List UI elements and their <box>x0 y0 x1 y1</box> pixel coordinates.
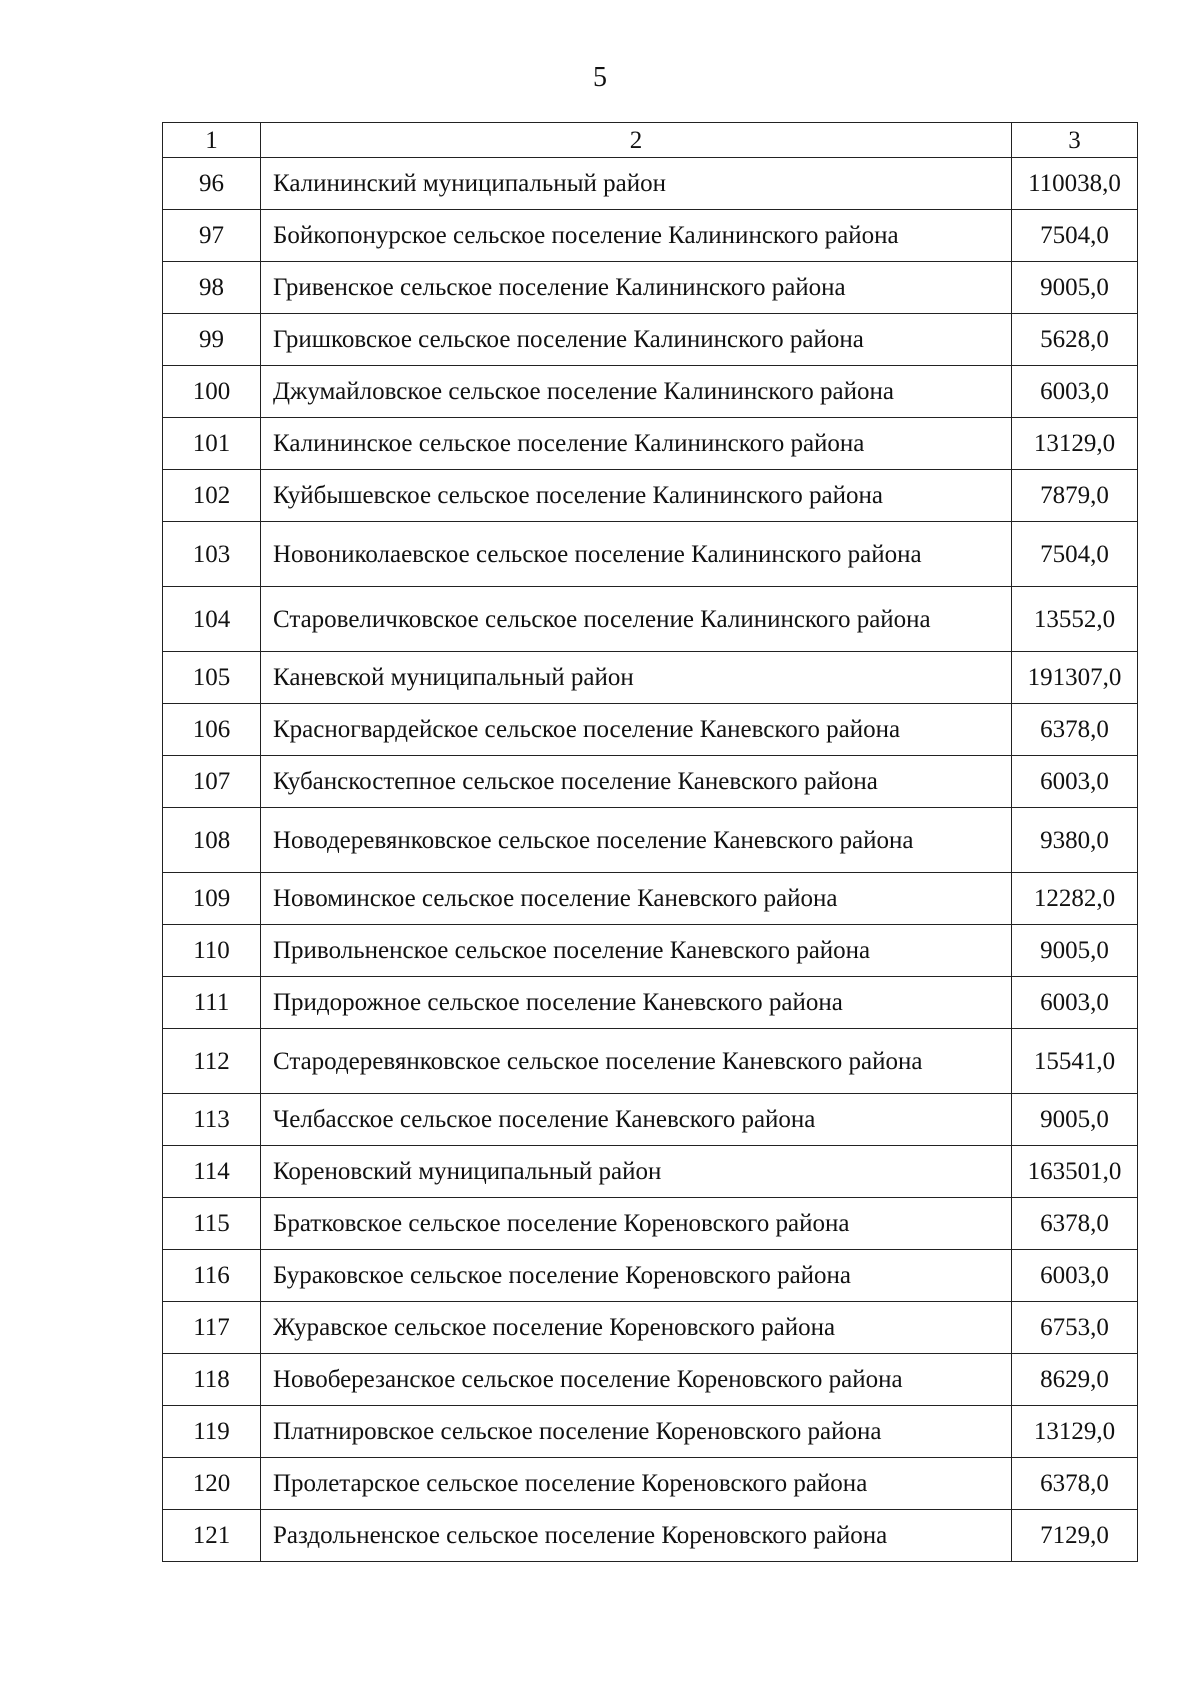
amount-value: 6753,0 <box>1012 1302 1138 1354</box>
settlement-name: Джумайловское сельское поселение Калининского района <box>261 366 1012 418</box>
table-row <box>163 756 1138 808</box>
row-number: 116 <box>163 1250 261 1302</box>
row-number: 100 <box>163 366 261 418</box>
settlement-name: Гришковское сельское поселение Калининского района <box>261 314 1012 366</box>
table-row <box>163 808 1138 873</box>
table-header-row <box>163 123 1138 158</box>
row-number: 101 <box>163 418 261 470</box>
settlement-name: Гривенское сельское поселение Калининского района <box>261 262 1012 314</box>
settlement-name: Калининский муниципальный район <box>261 158 1012 210</box>
settlement-name: Кубанскостепное сельское поселение Каневского района <box>261 756 1012 808</box>
row-number: 107 <box>163 756 261 808</box>
amount-value: 191307,0 <box>1012 652 1138 704</box>
amount-value: 15541,0 <box>1012 1029 1138 1094</box>
settlement-name: Новодеревянковское сельское поселение Каневского района <box>261 808 1012 873</box>
settlement-name: Каневской муниципальный район <box>261 652 1012 704</box>
amount-value: 9380,0 <box>1012 808 1138 873</box>
row-number: 99 <box>163 314 261 366</box>
table-row <box>163 418 1138 470</box>
table-row <box>163 470 1138 522</box>
row-number: 113 <box>163 1094 261 1146</box>
amount-value: 6003,0 <box>1012 977 1138 1029</box>
amount-value: 7504,0 <box>1012 522 1138 587</box>
settlement-name: Стародеревянковское сельское поселение Каневского района <box>261 1029 1012 1094</box>
table-row <box>163 1406 1138 1458</box>
settlement-name: Журавское сельское поселение Кореновского района <box>261 1302 1012 1354</box>
column-header-3: 3 <box>1012 123 1138 158</box>
settlement-name: Красногвардейское сельское поселение Каневского района <box>261 704 1012 756</box>
amount-value: 6003,0 <box>1012 366 1138 418</box>
table-row <box>163 1029 1138 1094</box>
row-number: 97 <box>163 210 261 262</box>
settlement-name: Кореновский муниципальный район <box>261 1146 1012 1198</box>
table-row <box>163 704 1138 756</box>
row-number: 117 <box>163 1302 261 1354</box>
table-row <box>163 925 1138 977</box>
row-number: 121 <box>163 1510 261 1562</box>
table-row <box>163 977 1138 1029</box>
table-body <box>163 123 1138 1562</box>
table-row <box>163 652 1138 704</box>
amount-value: 13552,0 <box>1012 587 1138 652</box>
settlement-name: Новониколаевское сельское поселение Калининского района <box>261 522 1012 587</box>
amount-value: 7504,0 <box>1012 210 1138 262</box>
amount-value: 9005,0 <box>1012 262 1138 314</box>
amount-value: 6378,0 <box>1012 704 1138 756</box>
amount-value: 110038,0 <box>1012 158 1138 210</box>
amount-value: 163501,0 <box>1012 1146 1138 1198</box>
settlement-name: Привольненское сельское поселение Каневского района <box>261 925 1012 977</box>
settlement-name: Куйбышевское сельское поселение Калининского района <box>261 470 1012 522</box>
amount-value: 8629,0 <box>1012 1354 1138 1406</box>
row-number: 114 <box>163 1146 261 1198</box>
table-row <box>163 1354 1138 1406</box>
table-row <box>163 1198 1138 1250</box>
settlement-name: Новоберезанское сельское поселение Кореновского района <box>261 1354 1012 1406</box>
settlement-name: Пролетарское сельское поселение Кореновского района <box>261 1458 1012 1510</box>
column-header-1: 1 <box>163 123 261 158</box>
row-number: 109 <box>163 873 261 925</box>
settlement-name: Калининское сельское поселение Калининского района <box>261 418 1012 470</box>
table-row <box>163 1146 1138 1198</box>
table-row <box>163 873 1138 925</box>
page-number: 5 <box>593 62 607 93</box>
row-number: 103 <box>163 522 261 587</box>
amount-value: 12282,0 <box>1012 873 1138 925</box>
amount-value: 6378,0 <box>1012 1458 1138 1510</box>
column-header-2: 2 <box>261 123 1012 158</box>
table-row <box>163 1458 1138 1510</box>
amount-value: 7879,0 <box>1012 470 1138 522</box>
row-number: 118 <box>163 1354 261 1406</box>
settlement-name: Придорожное сельское поселение Каневского района <box>261 977 1012 1029</box>
settlements-table <box>162 122 1137 1562</box>
amount-value: 7129,0 <box>1012 1510 1138 1562</box>
amount-value: 6003,0 <box>1012 756 1138 808</box>
table-row <box>163 366 1138 418</box>
amount-value: 13129,0 <box>1012 418 1138 470</box>
row-number: 110 <box>163 925 261 977</box>
row-number: 106 <box>163 704 261 756</box>
table-row <box>163 1094 1138 1146</box>
amount-value: 13129,0 <box>1012 1406 1138 1458</box>
table-row <box>163 587 1138 652</box>
row-number: 104 <box>163 587 261 652</box>
settlement-name: Раздольненское сельское поселение Кореновского района <box>261 1510 1012 1562</box>
table-row <box>163 522 1138 587</box>
settlement-name: Новоминское сельское поселение Каневского района <box>261 873 1012 925</box>
row-number: 119 <box>163 1406 261 1458</box>
row-number: 115 <box>163 1198 261 1250</box>
row-number: 111 <box>163 977 261 1029</box>
settlement-name: Бойкопонурское сельское поселение Калининского района <box>261 210 1012 262</box>
row-number: 108 <box>163 808 261 873</box>
table-row <box>163 1510 1138 1562</box>
settlement-name: Платнировское сельское поселение Кореновского района <box>261 1406 1012 1458</box>
settlement-name: Старовеличковское сельское поселение Калининского района <box>261 587 1012 652</box>
table-row <box>163 314 1138 366</box>
table-row <box>163 210 1138 262</box>
amount-value: 6378,0 <box>1012 1198 1138 1250</box>
table-row <box>163 1302 1138 1354</box>
amount-value: 5628,0 <box>1012 314 1138 366</box>
row-number: 105 <box>163 652 261 704</box>
settlement-name: Братковское сельское поселение Кореновского района <box>261 1198 1012 1250</box>
data-table <box>162 122 1138 1562</box>
table-row <box>163 158 1138 210</box>
row-number: 102 <box>163 470 261 522</box>
settlement-name: Бураковское сельское поселение Кореновского района <box>261 1250 1012 1302</box>
row-number: 96 <box>163 158 261 210</box>
table-row <box>163 1250 1138 1302</box>
amount-value: 9005,0 <box>1012 925 1138 977</box>
settlement-name: Челбасское сельское поселение Каневского района <box>261 1094 1012 1146</box>
table-row <box>163 262 1138 314</box>
row-number: 112 <box>163 1029 261 1094</box>
row-number: 98 <box>163 262 261 314</box>
amount-value: 6003,0 <box>1012 1250 1138 1302</box>
amount-value: 9005,0 <box>1012 1094 1138 1146</box>
row-number: 120 <box>163 1458 261 1510</box>
